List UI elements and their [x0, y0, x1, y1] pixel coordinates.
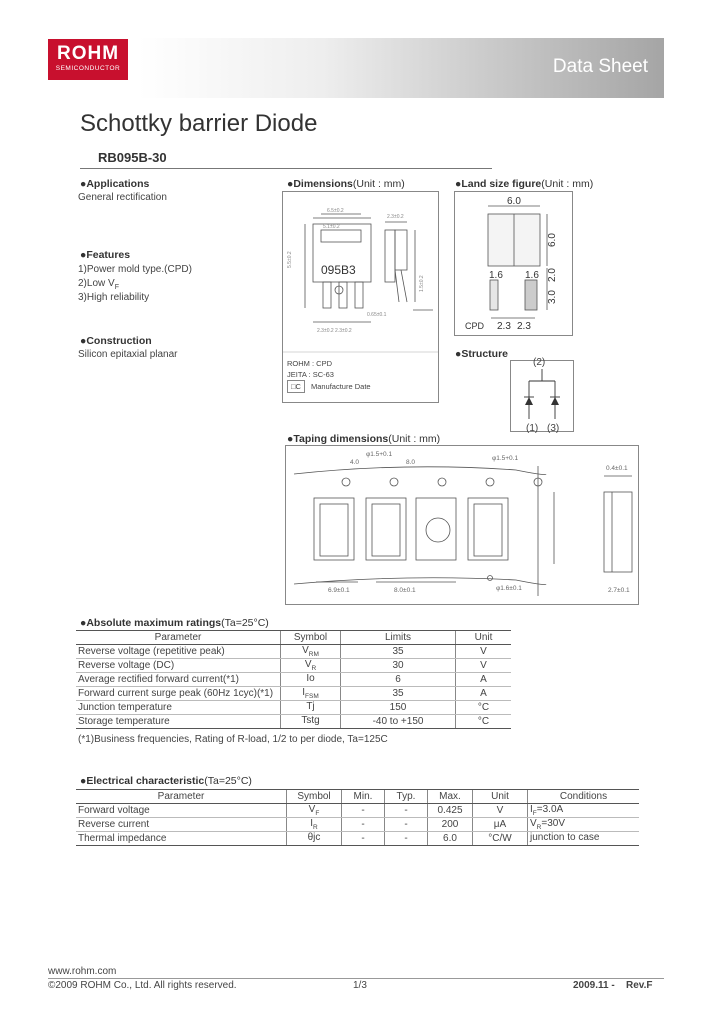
feature-item: 1)Power mold type.(CPD)	[78, 264, 192, 275]
features-heading: ●Features	[80, 249, 131, 261]
part-number: RB095B-30	[98, 150, 167, 165]
table-header-row	[76, 790, 639, 804]
footer-date: 2009.11 -	[573, 980, 615, 991]
table-row: Reverse current $I_R$ - - 200 μA $V_R=30V$	[76, 818, 639, 832]
footer-rev: Rev.F	[626, 980, 653, 991]
land-dim-mid: 2.0	[547, 268, 558, 282]
col-header: Min.	[342, 790, 385, 804]
tape-bottom-dim-2: 8.0±0.1	[394, 587, 416, 594]
taping-heading: ●Taping dimensions(Unit : mm)	[287, 433, 441, 445]
land-package: CPD	[465, 321, 485, 331]
land-pad-width-2: 1.6	[525, 270, 539, 281]
svg-text:2.3±0.2 2.3±0.2: 2.3±0.2 2.3±0.2	[317, 328, 352, 334]
table-header-row	[76, 631, 511, 645]
svg-text:5.1±0.2: 5.1±0.2	[323, 224, 340, 230]
table-row: Forward current surge peak (60Hz 1cyc)(*1) $I_{FSM}$ 35 A	[76, 687, 511, 701]
tape-thickness-label: 0.4±0.1	[606, 465, 628, 472]
tape-drawing	[286, 446, 638, 604]
table-row: Average rectified forward current(*1) Io 6 A	[76, 673, 511, 687]
pin-1-label: (1)	[526, 423, 539, 434]
pin-3-label: (3)	[547, 423, 560, 434]
table-row: Reverse voltage (repetitive peak) $V_{RM}$ 35 V	[76, 645, 511, 659]
land-dim-bottom: 3.0	[547, 290, 558, 304]
package-marking: 095B3	[321, 263, 356, 277]
col-header: Conditions	[528, 790, 640, 804]
table-row: Storage temperature Tstg -40 to +150 °C	[76, 715, 511, 729]
col-header: Limits	[341, 631, 456, 645]
tape-pitch-label: 4.0	[350, 459, 360, 466]
feature-item: 3)High reliability	[78, 292, 150, 303]
elec-table	[76, 789, 639, 846]
package-line: ROHM : CPD	[287, 359, 332, 368]
footer-copyright: ©2009 ROHM Co., Ltd. All rights reserved.	[48, 980, 237, 991]
svg-text:2.3±0.2: 2.3±0.2	[387, 214, 404, 220]
tape-hole-label: φ1.5+0.1	[366, 451, 393, 458]
table-row: Reverse voltage (DC) $V_R$ 30 V	[76, 659, 511, 673]
package-info	[287, 358, 371, 393]
construction-heading: ●Construction	[80, 335, 152, 347]
dimensions-heading: ●Dimensions(Unit : mm)	[287, 178, 405, 190]
svg-text:6.5±0.2: 6.5±0.2	[327, 208, 344, 214]
col-header: Symbol	[287, 790, 342, 804]
logo-subtitle: SEMICONDUCTOR	[55, 65, 121, 72]
table-row: Junction temperature Tj 150 °C	[76, 701, 511, 715]
applications-heading: ●Applications	[80, 178, 150, 190]
col-header: Unit	[456, 631, 512, 645]
taping-figure	[285, 445, 639, 605]
svg-text:0.65±0.1: 0.65±0.1	[367, 312, 387, 318]
land-gap-2: 2.3	[517, 321, 531, 332]
dimensions-figure	[282, 191, 439, 403]
land-dim-top: 6.0	[507, 196, 521, 207]
land-gap-1: 2.3	[497, 321, 511, 332]
land-pattern-drawing	[455, 192, 572, 335]
abs-max-heading: ●Absolute maximum ratings(Ta=25°C)	[80, 617, 269, 629]
land-heading: ●Land size figure(Unit : mm)	[455, 178, 594, 190]
land-pad-width-1: 1.6	[489, 270, 503, 281]
tape-side-label: 2.7±0.1	[608, 587, 630, 594]
mfg-date-label: Manufacture Date	[310, 382, 371, 391]
logo-name: ROHM	[56, 43, 120, 64]
table-row: Thermal impedance θjc - - 6.0 °C/W junction to case	[76, 832, 639, 846]
package-line: JEITA : SC-63	[287, 370, 334, 379]
svg-text:1.5±0.2: 1.5±0.2	[419, 275, 425, 292]
table-row: Forward voltage $V_F$ - - 0.425 V $I_F=3.0A$	[76, 804, 639, 818]
structure-figure	[510, 360, 574, 432]
feature-item: 2)Low $V_F$	[78, 278, 119, 291]
elec-heading: ●Electrical characteristic(Ta=25°C)	[80, 775, 252, 787]
land-dim-height: 6.0	[547, 233, 558, 247]
col-header: Typ.	[385, 790, 428, 804]
applications-text: General rectification	[78, 192, 167, 203]
svg-text:5.5±0.2: 5.5±0.2	[287, 251, 293, 268]
col-header: Symbol	[281, 631, 341, 645]
land-figure	[454, 191, 573, 336]
tape-phi-label: φ1.6±0.1	[496, 585, 522, 592]
footer-divider	[48, 978, 664, 979]
page-title: Schottky barrier Diode	[80, 110, 318, 137]
diode-schematic	[511, 361, 573, 431]
pin-2-label: (2)	[533, 357, 546, 368]
col-header: Parameter	[76, 631, 281, 645]
title-divider	[80, 168, 492, 169]
structure-heading: ●Structure	[455, 348, 509, 360]
abs-max-table	[76, 630, 511, 729]
abs-max-note: (*1)Business frequencies, Rating of R-load, 1/2 to per diode, Ta=125C	[78, 734, 388, 745]
tape-dia-label: φ1.5+0.1	[492, 455, 519, 462]
construction-text: Silicon epitaxial planar	[78, 349, 178, 360]
footer-page: 1/3	[353, 980, 367, 991]
doc-type: Data Sheet	[552, 56, 648, 77]
col-header: Max.	[428, 790, 473, 804]
col-header: Parameter	[76, 790, 287, 804]
rohm-logo	[48, 39, 128, 80]
mfg-date-icon: □C	[287, 380, 305, 393]
tape-bottom-dim-1: 6.9±0.1	[328, 587, 350, 594]
header-banner	[138, 38, 664, 98]
col-header: Unit	[473, 790, 528, 804]
footer-url[interactable]: www.rohm.com	[48, 966, 117, 977]
tape-pitch2-label: 8.0	[406, 459, 416, 466]
